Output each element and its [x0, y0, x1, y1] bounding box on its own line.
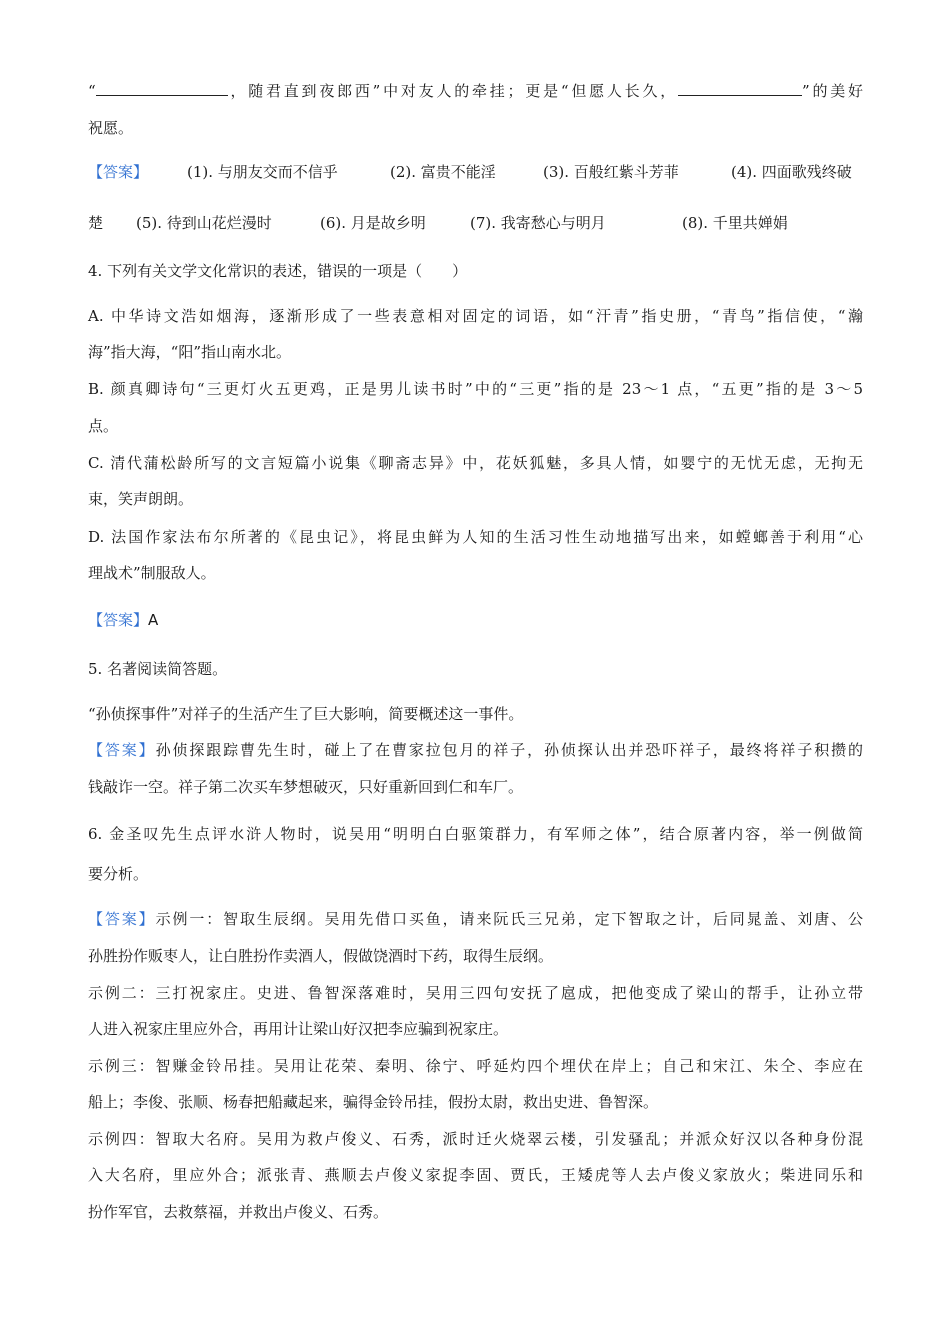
- q6-example1-line1: [88, 908, 863, 930]
- answer-tag: 【答案】: [88, 910, 156, 928]
- answer-tag: 【答案】: [88, 163, 149, 181]
- q6-stem-line2: 要分析。: [88, 865, 149, 883]
- answer-item-4: (4). 四面歌残终破: [731, 163, 852, 181]
- answer-item-3: (3). 百般红紫斗芳菲: [543, 163, 679, 181]
- q4-option-a-line2: 海”指大海，“阳”指山南水北。: [88, 343, 292, 361]
- q4-option-d-line2: 理战术”制服敌人。: [88, 564, 216, 582]
- q4-answer: [88, 609, 158, 631]
- answer-tag: 【答案】: [88, 611, 149, 629]
- q5-stem: 5. 名著阅读简答题。: [88, 660, 228, 678]
- answer-text: 示例一：智取生辰纲。吴用先借口买鱼，请来阮氏三兄弟，定下智取之计，后同晁盖、刘唐、公: [155, 910, 863, 928]
- q4-option-b-line1: B. 颜真卿诗句“三更灯火五更鸡，正是男儿读书时”中的“三更”指的是 23～1 点，“五更”指的是 3～5: [88, 380, 863, 398]
- answer-text: 孙侦探跟踪曹先生时，碰上了在曹家拉包月的祥子，孙侦探认出并恐吓祥子，最终将祥子积攒的: [155, 741, 863, 759]
- q3-answer-row2: [88, 212, 863, 234]
- q5-question: “孙侦探事件”对祥子的生活产生了巨大影响，简要概述这一事件。: [88, 705, 524, 723]
- q6-stem-line1: 6. 金圣叹先生点评水浒人物时，说吴用“明明白白驱策群力，有军师之体”，结合原著内容，举一例做简: [88, 825, 863, 843]
- q6-example4-line3: 扮作军官，去救蔡福，并救出卢俊义、石秀。: [88, 1203, 389, 1221]
- q5-answer-line1: [88, 739, 863, 761]
- answer-tag: 【答案】: [88, 741, 156, 759]
- q6-example3-line2: 船上；李俊、张顺、杨春把船藏起来，骗得金铃吊挂，假扮太尉，救出史进、鲁智深。: [88, 1093, 659, 1111]
- q4-option-a-line1: A. 中华诗文浩如烟海，逐渐形成了一些表意相对固定的词语，如“汗青”指史册，“青鸟”指信使，“瀚: [88, 307, 863, 325]
- q3-text-segment: ，随君直到夜郎西”中对友人的牵挂；更是“但愿人长久，: [227, 82, 678, 100]
- q3-text-end: ”的美好: [802, 82, 864, 100]
- answer-item-1: (1). 与朋友交而不信乎: [187, 163, 338, 181]
- q3-answer-row1: [88, 161, 863, 183]
- answer-item-8: (8). 千里共婵娟: [682, 214, 788, 232]
- q6-example2-line2: 人进入祝家庄里应外合，再用计让梁山好汉把李应骗到祝家庄。: [88, 1020, 509, 1038]
- q4-option-c-line1: C. 清代蒲松龄所写的文言短篇小说集《聊斋志异》中，花妖狐魅，多具人情，如婴宁的无忧无虑，无拘无: [88, 454, 863, 472]
- q6-example4-line2: 入大名府，里应外合；派张青、燕顺去卢俊义家捉李固、贾氏，王矮虎等人去卢俊义家放火；柴进同乐和: [88, 1166, 863, 1184]
- answer-item-6: (6). 月是故乡明: [320, 214, 426, 232]
- q6-example1-line2: 孙胜扮作贩枣人，让白胜扮作卖酒人，假做饶酒时下药，取得生辰纲。: [88, 947, 554, 965]
- q4-stem: 4. 下列有关文学文化常识的表述，错误的一项是（ ）: [88, 262, 468, 280]
- q6-example3-line1: 示例三：智赚金铃吊挂。吴用让花荣、秦明、徐宁、呼延灼四个埋伏在岸上；自己和宋江、朱仝、李应在: [88, 1057, 863, 1075]
- q3-line2: 祝愿。: [88, 119, 134, 137]
- q6-example2-line1: 示例二：三打祝家庄。史进、鲁智深落难时，吴用三四句安抚了扈成，把他变成了梁山的帮手，让孙立带: [88, 984, 863, 1002]
- answer-item-2: (2). 富贵不能淫: [390, 163, 496, 181]
- q4-option-d-line1: D. 法国作家法布尔所著的《昆虫记》，将昆虫鲜为人知的生活习性生动地描写出来，如螳螂善于利用“心: [88, 528, 863, 546]
- q3-fill-line: [88, 80, 863, 102]
- q4-option-b-line2: 点。: [88, 417, 119, 435]
- q6-example4-line1: 示例四：智取大名府。吴用为救卢俊义、石秀，派时迁火烧翠云楼，引发骚乱；并派众好汉以各种身份混: [88, 1130, 863, 1148]
- q5-answer-line2: 钱敲诈一空。祥子第二次买车梦想破灭，只好重新回到仁和车厂。: [88, 778, 524, 796]
- quote-open: “: [88, 82, 96, 100]
- answer-continuation: 楚: [88, 214, 104, 232]
- q4-option-c-line2: 束，笑声朗朗。: [88, 490, 194, 508]
- answer-value: A: [148, 611, 159, 629]
- fill-blank-1: [96, 81, 228, 96]
- answer-item-7: (7). 我寄愁心与明月: [470, 214, 606, 232]
- fill-blank-2: [678, 81, 802, 96]
- answer-item-5: (5). 待到山花烂漫时: [136, 214, 272, 232]
